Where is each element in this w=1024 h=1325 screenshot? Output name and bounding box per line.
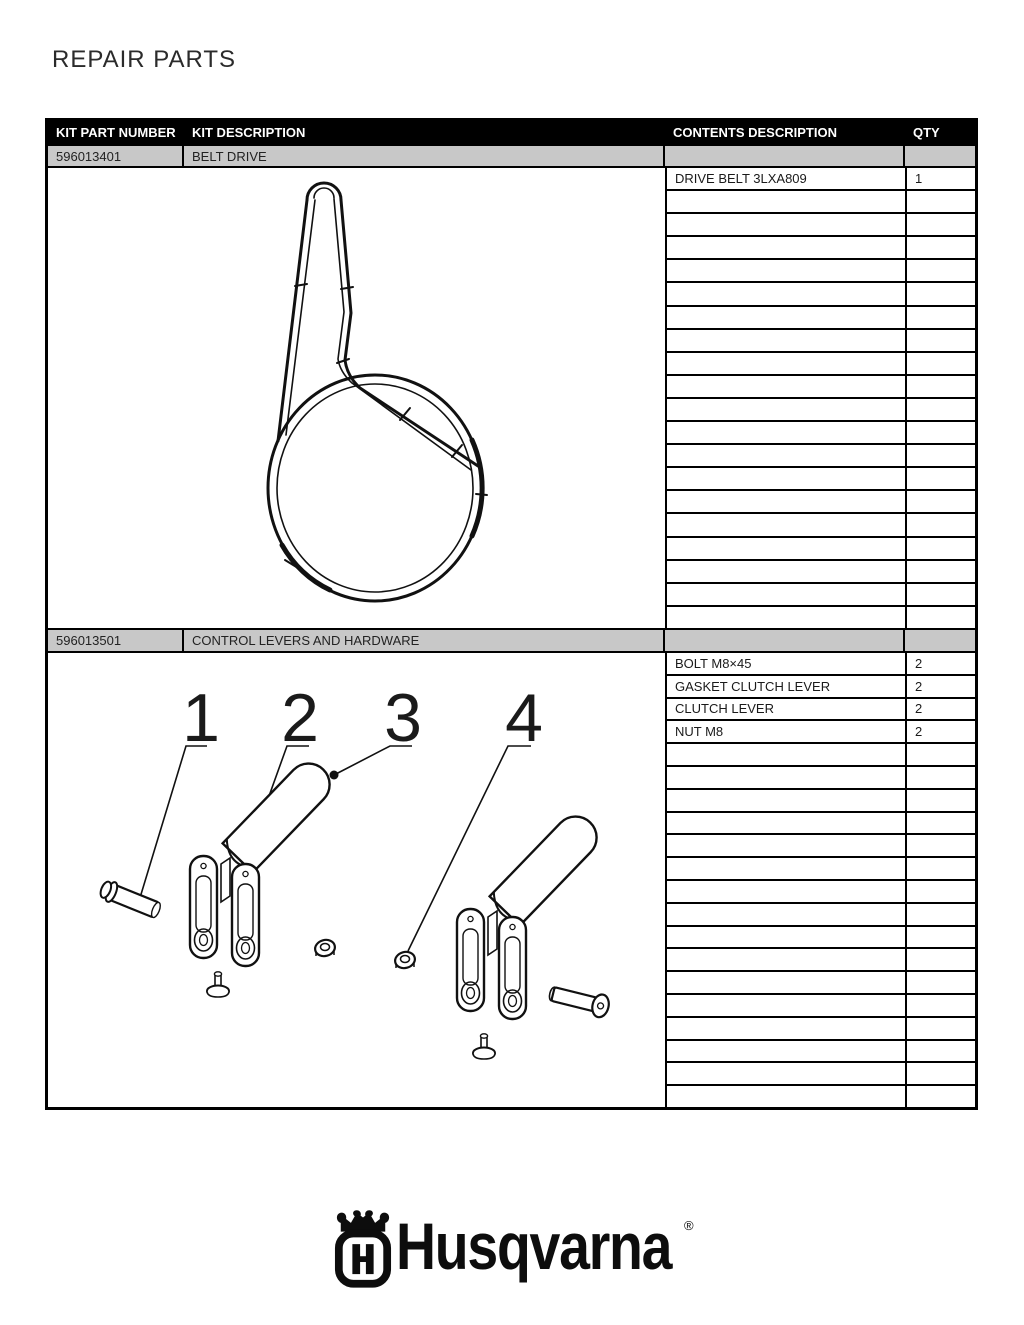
table-row bbox=[667, 538, 975, 561]
table-row bbox=[667, 995, 975, 1018]
contents-description-cell bbox=[667, 307, 907, 328]
callout-2: 2 bbox=[281, 680, 319, 756]
contents-description-cell bbox=[667, 767, 907, 788]
table-row bbox=[667, 260, 975, 283]
qty-cell bbox=[907, 422, 975, 443]
qty-cell bbox=[907, 995, 975, 1016]
section-rows bbox=[667, 653, 975, 1107]
table-row bbox=[667, 376, 975, 399]
kit-description: BELT DRIVE bbox=[184, 146, 665, 166]
contents-description-cell bbox=[667, 584, 907, 605]
qty-cell bbox=[907, 972, 975, 993]
contents-description-cell bbox=[667, 330, 907, 351]
qty-cell bbox=[907, 237, 975, 258]
qty-cell bbox=[907, 813, 975, 834]
belt-drive-diagram-cell bbox=[48, 168, 667, 628]
qty-cell bbox=[907, 949, 975, 970]
table-row bbox=[667, 168, 975, 191]
qty-cell bbox=[907, 1041, 975, 1062]
contents-description-cell bbox=[667, 858, 907, 879]
table-row bbox=[667, 491, 975, 514]
kit-band-control-levers bbox=[48, 628, 975, 653]
qty-cell bbox=[907, 744, 975, 765]
contents-description-cell bbox=[667, 1063, 907, 1084]
contents-description-cell bbox=[667, 949, 907, 970]
qty-cell: 2 bbox=[915, 678, 923, 694]
table-row bbox=[667, 561, 975, 584]
section-rows bbox=[667, 168, 975, 628]
table-row bbox=[667, 607, 975, 628]
screw-right bbox=[473, 1034, 495, 1059]
clutch-lever-left bbox=[190, 755, 338, 966]
qty-cell bbox=[907, 538, 975, 559]
control-levers-diagram-cell bbox=[48, 653, 667, 1107]
qty-cell: 1 bbox=[915, 171, 923, 187]
qty-cell bbox=[907, 835, 975, 856]
screw-left bbox=[207, 972, 229, 997]
contents-description-cell bbox=[667, 972, 907, 993]
contents-description-cell bbox=[667, 283, 907, 304]
qty-cell bbox=[907, 881, 975, 902]
table-row bbox=[667, 949, 975, 972]
qty-cell bbox=[907, 584, 975, 605]
table-row bbox=[667, 237, 975, 260]
brand-wordmark: Husqvarna bbox=[396, 1209, 672, 1283]
contents-description-cell bbox=[667, 468, 907, 489]
kit-band-contents-cell bbox=[665, 630, 905, 651]
qty-cell bbox=[907, 353, 975, 374]
contents-description-cell bbox=[667, 538, 907, 559]
qty-cell bbox=[907, 927, 975, 948]
kit-part-number: 596013401 bbox=[48, 146, 184, 166]
header-contents-description: CONTENTS DESCRIPTION bbox=[673, 125, 837, 140]
contents-description-cell bbox=[667, 1018, 907, 1039]
husqvarna-logo bbox=[334, 1208, 734, 1294]
table-row bbox=[667, 904, 975, 927]
page-title: REPAIR PARTS bbox=[52, 46, 237, 73]
bolt-m8x45-left bbox=[98, 878, 163, 921]
table-row bbox=[667, 972, 975, 995]
table-row bbox=[667, 191, 975, 214]
kit-part-number: 596013501 bbox=[48, 630, 184, 651]
contents-description-cell: GASKET CLUTCH LEVER bbox=[667, 676, 907, 697]
table-row bbox=[667, 653, 975, 676]
table-row bbox=[667, 399, 975, 422]
nut-m8-right bbox=[393, 950, 416, 971]
table-row bbox=[667, 1086, 975, 1107]
contents-description-cell: CLUTCH LEVER bbox=[667, 699, 907, 720]
qty-cell bbox=[907, 858, 975, 879]
qty-cell bbox=[907, 283, 975, 304]
table-row bbox=[667, 744, 975, 767]
table-row bbox=[667, 468, 975, 491]
table-row bbox=[667, 1041, 975, 1064]
header-kit-description: KIT DESCRIPTION bbox=[192, 125, 306, 140]
husqvarna-crown-h-icon bbox=[334, 1208, 392, 1288]
table-row bbox=[667, 445, 975, 468]
table-row bbox=[667, 1063, 975, 1086]
contents-description-cell bbox=[667, 376, 907, 397]
contents-description-cell bbox=[667, 491, 907, 512]
qty-cell bbox=[907, 1063, 975, 1084]
table-row bbox=[667, 881, 975, 904]
qty-cell bbox=[907, 1018, 975, 1039]
contents-description-cell: NUT M8 bbox=[667, 721, 907, 742]
table-row bbox=[667, 422, 975, 445]
qty-cell bbox=[907, 514, 975, 535]
table-row bbox=[667, 307, 975, 330]
callout-3: 3 bbox=[384, 680, 422, 756]
table-row bbox=[667, 330, 975, 353]
contents-description-cell bbox=[667, 1086, 907, 1107]
table-row bbox=[667, 584, 975, 607]
qty-cell bbox=[907, 790, 975, 811]
kit-band-qty-cell bbox=[905, 146, 975, 166]
contents-description-cell bbox=[667, 904, 907, 925]
contents-description-cell bbox=[667, 995, 907, 1016]
table-row bbox=[667, 1018, 975, 1041]
qty-cell bbox=[907, 307, 975, 328]
table-row bbox=[667, 790, 975, 813]
contents-description-cell bbox=[667, 260, 907, 281]
registered-trademark: ® bbox=[684, 1218, 694, 1233]
kit-band-qty-cell bbox=[905, 630, 975, 651]
contents-description-cell bbox=[667, 607, 907, 628]
contents-description-cell bbox=[667, 813, 907, 834]
qty-cell bbox=[907, 904, 975, 925]
contents-description-cell: BOLT M8×45 bbox=[667, 653, 907, 674]
qty-cell: 2 bbox=[915, 655, 923, 671]
table-row bbox=[667, 767, 975, 790]
qty-cell bbox=[907, 1086, 975, 1107]
contents-description-cell bbox=[667, 353, 907, 374]
table-header-row bbox=[48, 121, 975, 144]
table-row bbox=[667, 835, 975, 858]
contents-description-cell bbox=[667, 1041, 907, 1062]
qty-cell: 2 bbox=[915, 701, 923, 717]
contents-description-cell bbox=[667, 399, 907, 420]
qty-cell bbox=[907, 561, 975, 582]
callout-1: 1 bbox=[182, 680, 220, 756]
contents-description-cell bbox=[667, 927, 907, 948]
qty-cell bbox=[907, 376, 975, 397]
contents-description-cell bbox=[667, 881, 907, 902]
section-belt-drive bbox=[48, 168, 975, 628]
clutch-lever-right bbox=[457, 808, 605, 1019]
qty-cell bbox=[907, 399, 975, 420]
section-control-levers bbox=[48, 653, 975, 1107]
contents-description-cell: DRIVE BELT 3LXA809 bbox=[667, 168, 907, 189]
table-row bbox=[667, 927, 975, 950]
repair-parts-table bbox=[45, 118, 978, 1110]
qty-cell bbox=[907, 330, 975, 351]
contents-description-cell bbox=[667, 214, 907, 235]
kit-band-belt-drive bbox=[48, 144, 975, 168]
qty-cell bbox=[907, 607, 975, 628]
header-kit-part-number: KIT PART NUMBER bbox=[56, 125, 176, 140]
contents-description-cell bbox=[667, 191, 907, 212]
contents-description-cell bbox=[667, 422, 907, 443]
table-row bbox=[667, 813, 975, 836]
qty-cell bbox=[907, 767, 975, 788]
table-row bbox=[667, 214, 975, 237]
table-row bbox=[667, 858, 975, 881]
contents-description-cell bbox=[667, 514, 907, 535]
qty-cell bbox=[907, 468, 975, 489]
qty-cell bbox=[907, 445, 975, 466]
qty-cell bbox=[907, 491, 975, 512]
table-row bbox=[667, 676, 975, 699]
table-row bbox=[667, 721, 975, 744]
kit-band-contents-cell bbox=[665, 146, 905, 166]
kit-description: CONTROL LEVERS AND HARDWARE bbox=[184, 630, 665, 651]
nut-m8-left bbox=[313, 938, 336, 959]
leader-dot bbox=[330, 771, 339, 780]
table-row bbox=[667, 514, 975, 537]
contents-description-cell bbox=[667, 835, 907, 856]
control-levers-illustration bbox=[48, 653, 667, 1105]
contents-description-cell bbox=[667, 561, 907, 582]
contents-description-cell bbox=[667, 790, 907, 811]
qty-cell bbox=[907, 214, 975, 235]
qty-cell bbox=[907, 260, 975, 281]
qty-cell bbox=[907, 191, 975, 212]
callout-numbers bbox=[182, 680, 543, 756]
contents-description-cell bbox=[667, 744, 907, 765]
table-row bbox=[667, 283, 975, 306]
header-qty: QTY bbox=[913, 125, 940, 140]
table-row bbox=[667, 699, 975, 722]
table-row bbox=[667, 353, 975, 376]
contents-description-cell bbox=[667, 237, 907, 258]
qty-cell: 2 bbox=[915, 724, 923, 740]
callout-4: 4 bbox=[505, 680, 543, 756]
contents-description-cell bbox=[667, 445, 907, 466]
drive-belt-illustration bbox=[48, 168, 667, 624]
bolt-m8x45-right bbox=[547, 982, 611, 1019]
